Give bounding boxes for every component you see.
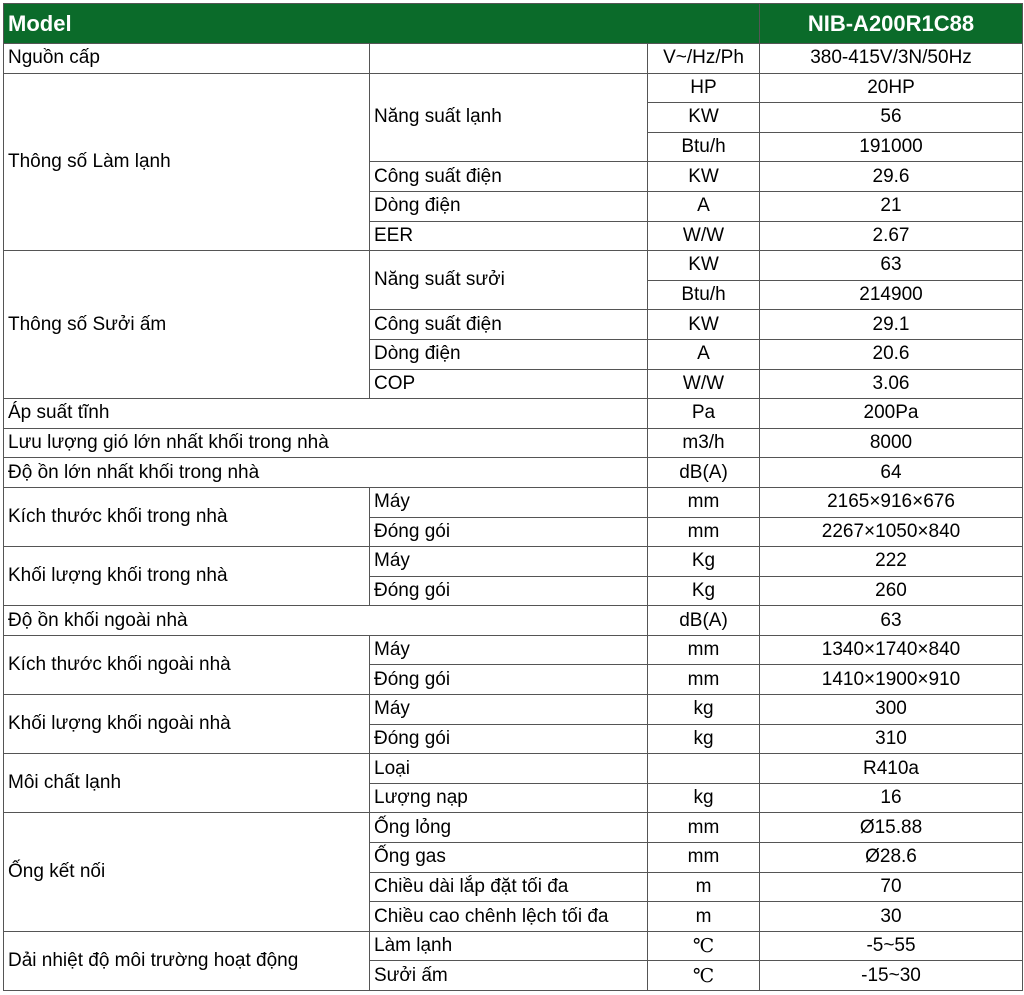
unit-cell: mm: [648, 635, 760, 665]
unit-cell: ℃: [648, 961, 760, 991]
sub-label: Năng suất lạnh: [370, 73, 648, 162]
row-label: Nguồn cấp: [4, 44, 370, 74]
value-cell: -5~55: [760, 931, 1023, 961]
sub-label: Ống gas: [370, 843, 648, 873]
unit-cell: Btu/h: [648, 132, 760, 162]
unit-cell: mm: [648, 843, 760, 873]
row-label: Độ ồn lớn nhất khối trong nhà: [4, 458, 648, 488]
unit-cell: kg: [648, 695, 760, 725]
value-cell: 300: [760, 695, 1023, 725]
row-label: Kích thước khối trong nhà: [4, 487, 370, 546]
table-row: [4, 73, 1023, 103]
value-cell: 56: [760, 103, 1023, 133]
row-label: Khối lượng khối ngoài nhà: [4, 695, 370, 754]
unit-cell: mm: [648, 487, 760, 517]
unit-cell: kg: [648, 724, 760, 754]
value-cell: 21: [760, 191, 1023, 221]
value-cell: 260: [760, 576, 1023, 606]
unit-cell: Kg: [648, 547, 760, 577]
sub-label: Máy: [370, 487, 648, 517]
value-cell: 214900: [760, 280, 1023, 310]
sub-label: Công suất điện: [370, 310, 648, 340]
sub-label: Máy: [370, 695, 648, 725]
unit-cell: mm: [648, 517, 760, 547]
sub-label: Làm lạnh: [370, 931, 648, 961]
table-row: [4, 606, 1023, 636]
sub-label: Ống lỏng: [370, 813, 648, 843]
table-row: [4, 547, 1023, 577]
value-cell: Ø15.88: [760, 813, 1023, 843]
unit-cell: KW: [648, 103, 760, 133]
sub-label: Đóng gói: [370, 517, 648, 547]
sub-label: Chiều dài lắp đặt tối đa: [370, 872, 648, 902]
sub-label: Lượng nạp: [370, 783, 648, 813]
value-cell: 30: [760, 902, 1023, 932]
unit-cell: m: [648, 872, 760, 902]
value-cell: Ø28.6: [760, 843, 1023, 873]
table-row: [4, 695, 1023, 725]
sub-label: EER: [370, 221, 648, 251]
row-label: Kích thước khối ngoài nhà: [4, 635, 370, 694]
unit-cell: mm: [648, 813, 760, 843]
row-label: Dải nhiệt độ môi trường hoạt động: [4, 931, 370, 990]
table-row: [4, 487, 1023, 517]
sub-label: Sưởi ấm: [370, 961, 648, 991]
row-label: Lưu lượng gió lớn nhất khối trong nhà: [4, 428, 648, 458]
unit-cell: Pa: [648, 399, 760, 429]
value-cell: 8000: [760, 428, 1023, 458]
sub-label: Máy: [370, 635, 648, 665]
row-label: Áp suất tĩnh: [4, 399, 648, 429]
value-cell: 29.1: [760, 310, 1023, 340]
header-row: [4, 4, 1023, 44]
unit-cell: A: [648, 191, 760, 221]
table-row: [4, 754, 1023, 784]
value-cell: 380-415V/3N/50Hz: [760, 44, 1023, 74]
value-cell: 70: [760, 872, 1023, 902]
value-cell: 2165×916×676: [760, 487, 1023, 517]
value-cell: 222: [760, 547, 1023, 577]
sub-label: Đóng gói: [370, 576, 648, 606]
table-row: [4, 813, 1023, 843]
row-label: Khối lượng khối trong nhà: [4, 547, 370, 606]
unit-cell: A: [648, 339, 760, 369]
row-label: Độ ồn khối ngoài nhà: [4, 606, 648, 636]
unit-cell: W/W: [648, 369, 760, 399]
unit-cell: mm: [648, 665, 760, 695]
unit-cell: dB(A): [648, 458, 760, 488]
empty-cell: [370, 44, 648, 74]
model-label: Model: [4, 4, 760, 44]
value-cell: 64: [760, 458, 1023, 488]
unit-cell: HP: [648, 73, 760, 103]
table-row: [4, 931, 1023, 961]
unit-cell: KW: [648, 162, 760, 192]
table-row: [4, 428, 1023, 458]
unit-cell: KW: [648, 251, 760, 281]
value-cell: 20HP: [760, 73, 1023, 103]
unit-cell: ℃: [648, 931, 760, 961]
unit-cell: Kg: [648, 576, 760, 606]
value-cell: 29.6: [760, 162, 1023, 192]
sub-label: Loại: [370, 754, 648, 784]
unit-cell: KW: [648, 310, 760, 340]
sub-label: Máy: [370, 547, 648, 577]
row-label: Thông số Làm lạnh: [4, 73, 370, 251]
row-label: Thông số Sưởi ấm: [4, 251, 370, 399]
unit-cell: W/W: [648, 221, 760, 251]
sub-label: Chiều cao chênh lệch tối đa: [370, 902, 648, 932]
table-row: [4, 44, 1023, 74]
sub-label: Dòng điện: [370, 339, 648, 369]
row-label: Ống kết nối: [4, 813, 370, 931]
unit-cell: Btu/h: [648, 280, 760, 310]
value-cell: 1410×1900×910: [760, 665, 1023, 695]
table-row: [4, 635, 1023, 665]
value-cell: 63: [760, 251, 1023, 281]
value-cell: 2267×1050×840: [760, 517, 1023, 547]
row-label: Môi chất lạnh: [4, 754, 370, 813]
sub-label: Đóng gói: [370, 724, 648, 754]
unit-cell: [648, 754, 760, 784]
unit-cell: m: [648, 902, 760, 932]
value-cell: 2.67: [760, 221, 1023, 251]
sub-label: COP: [370, 369, 648, 399]
unit-cell: kg: [648, 783, 760, 813]
sub-label: Đóng gói: [370, 665, 648, 695]
value-cell: 191000: [760, 132, 1023, 162]
value-cell: 16: [760, 783, 1023, 813]
sub-label: Công suất điện: [370, 162, 648, 192]
value-cell: 310: [760, 724, 1023, 754]
unit-cell: dB(A): [648, 606, 760, 636]
unit-cell: m3/h: [648, 428, 760, 458]
value-cell: 3.06: [760, 369, 1023, 399]
value-cell: -15~30: [760, 961, 1023, 991]
table-row: [4, 458, 1023, 488]
table-row: [4, 399, 1023, 429]
table-row: [4, 251, 1023, 281]
model-value: NIB-A200R1C88: [760, 4, 1023, 44]
value-cell: R410a: [760, 754, 1023, 784]
spec-table: [3, 3, 1023, 991]
sub-label: Năng suất sưởi: [370, 251, 648, 310]
value-cell: 200Pa: [760, 399, 1023, 429]
value-cell: 20.6: [760, 339, 1023, 369]
sub-label: Dòng điện: [370, 191, 648, 221]
value-cell: 63: [760, 606, 1023, 636]
value-cell: 1340×1740×840: [760, 635, 1023, 665]
unit-cell: V~/Hz/Ph: [648, 44, 760, 74]
